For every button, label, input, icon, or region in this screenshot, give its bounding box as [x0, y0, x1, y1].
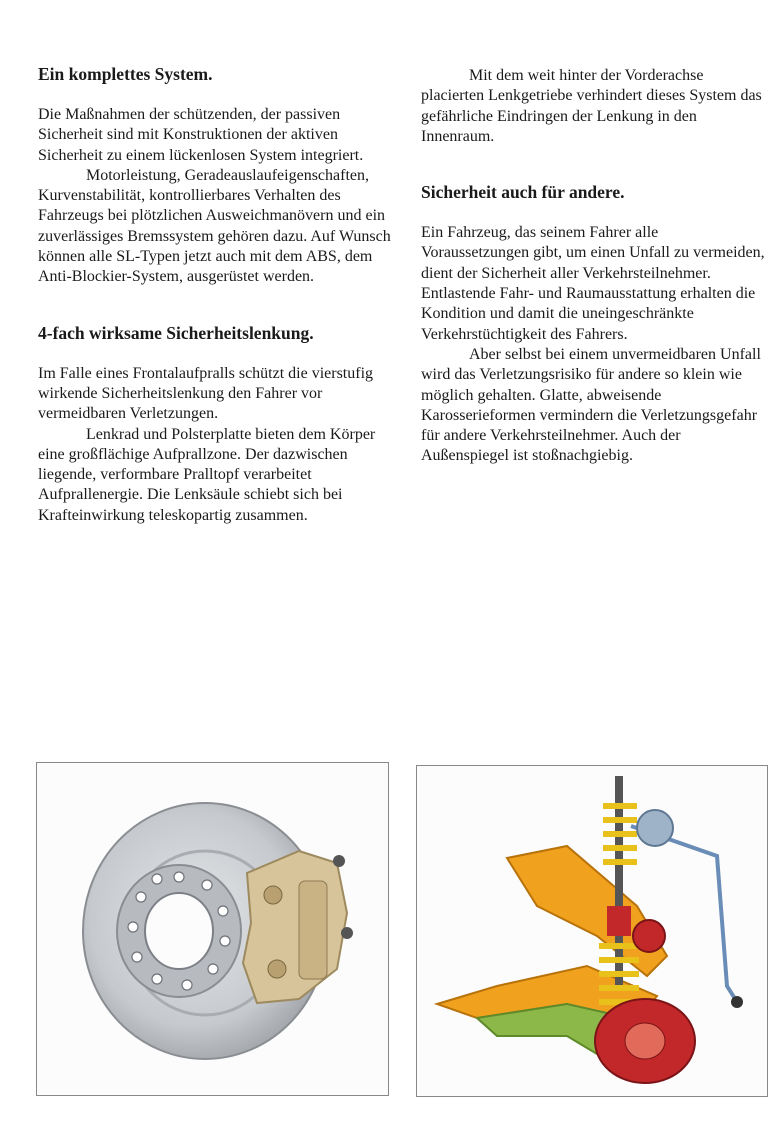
brake-disc-photo: [36, 762, 389, 1096]
paragraph: Im Falle eines Frontalaufpralls schützt die vierstufig wirkende Sicherheitslenkung den Fahrer vor vermeidbaren Verletzungen.: [38, 364, 374, 423]
left-column: [38, 63, 398, 526]
paragraph: Lenkrad und Polsterplatte bieten dem Körper eine großflächige Aufprallzone. Der dazwischen liegende, verformbare Pralltopf verarbeitet Aufprallenergie. Die Lenksäule schiebt sich bei Krafteinwirkung teleskopartig zusammen.: [38, 425, 376, 524]
paragraph: Die Maßnahmen der schützenden, der passiven Sicherheit sind mit Konstruktionen der aktiven Sicherheit zu einem lückenlosen System integriert.: [38, 106, 364, 164]
heading-others: Sicherheit auch für andere.: [421, 182, 625, 203]
paragraph: Aber selbst bei einem unvermeidbaren Unfall wird das Verletzungsrisiko für andere so klein wie möglich gehalten. Glatte, abweisende Karosserieformen vermindern die Verletzungsgefahr für andere Verkehrsteilnehmer. Auch der Außenspiegel ist stoßnachgiebig.: [421, 345, 761, 465]
paragraph: Motorleistung, Geradeauslaufeigenschaften, Kurvenstabilität, kontrollierbares Verhalten des Fahrzeugs bei plötzlichen Ausweichmanövern und ein zuverlässiges Bremssystem gehören dazu. Auf Wunsch können alle SL-Typen jetzt auch mit dem ABS, dem Anti-Blockier-System, ausgerüstet werden.: [38, 166, 391, 286]
suspension-photo: [416, 765, 768, 1097]
paragraph: Mit dem weit hinter der Vorderachse placierten Lenkgetriebe verhindert dieses System das gefährliche Eindringen der Lenkung in den Innenraum.: [421, 67, 762, 145]
heading-system: Ein komplettes System.: [38, 64, 213, 84]
paragraph: Ein Fahrzeug, das seinem Fahrer alle Voraussetzungen gibt, um einen Unfall zu vermeiden, dient der Sicherheit aller Verkehrsteilnehmer. Entlastende Fahr- und Raumausstattung erhalten die Kondition und damit die uneingeschränkte Verkehrstüchtigkeit des Fahrers.: [421, 224, 765, 343]
right-column: [421, 66, 769, 467]
heading-steering: 4-fach wirksame Sicherheitslenkung.: [38, 322, 314, 343]
brake-disc-illustration: [37, 763, 388, 1095]
suspension-illustration: [417, 766, 767, 1096]
